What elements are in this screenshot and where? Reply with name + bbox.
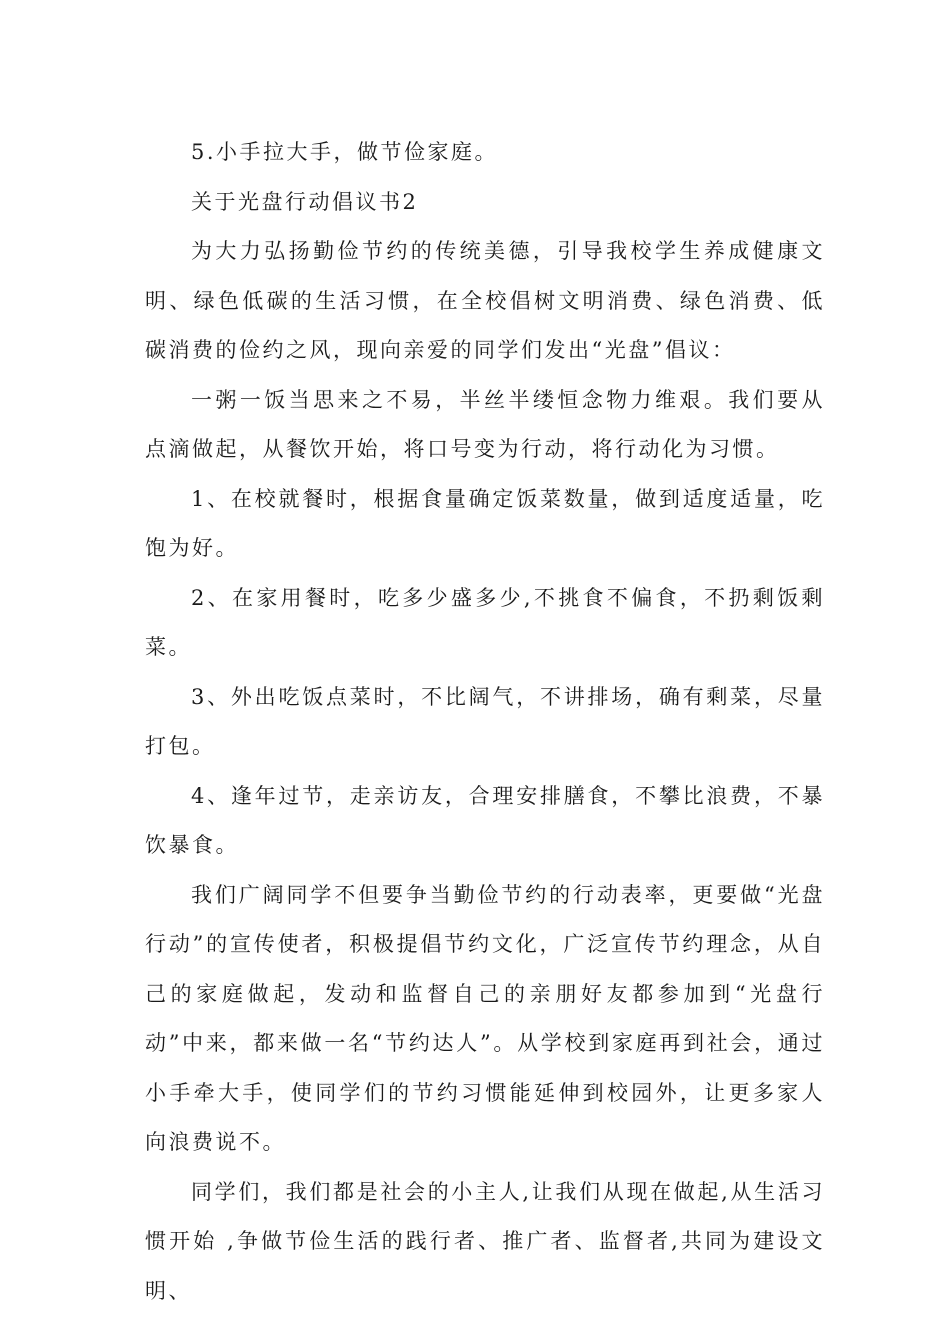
- paragraph-intro: 为大力弘扬勤俭节约的传统美德，引导我校学生养成健康文明、绿色低碳的生活习惯，在全校倡树文明消费、绿色消费、低碳消费的俭约之风，现向亲爱的同学们发出“光盘”倡议：: [145, 239, 825, 362]
- paragraph-list-item-5: 5.小手拉大手，做节俭家庭。: [191, 140, 499, 164]
- paragraph-saying: 一粥一饭当思来之不易，半丝半缕恒念物力维艰。我们要从点滴做起，从餐饮开始，将口号变为行动，将行动化为习惯。: [145, 387, 825, 461]
- paragraph-item-2: 2、在家用餐时，吃多少盛多少,不挑食不偏食，不扔剩饭剩菜。: [145, 585, 825, 659]
- paragraph-item-3: 3、外出吃饭点菜时，不比阔气，不讲排场，确有剩菜，尽量打包。: [145, 684, 825, 758]
- paragraph-closing: 同学们，我们都是社会的小主人,让我们从现在做起,从生活习惯开始 ,争做节俭生活的践行者、推广者、监督者,共同为建设文明、: [145, 1179, 825, 1303]
- paragraph-advocacy: 我们广阔同学不但要争当勤俭节约的行动表率，更要做“光盘行动”的宣传使者，积极提倡节约文化，广泛宣传节约理念，从自己的家庭做起，发动和监督自己的亲朋好友都参加到“光盘行动”中来，都来做一名“节约达人”。从学校到家庭再到社会，通过小手牵大手，使同学们的节约习惯能延伸到校园外，让更多家人向浪费说不。: [145, 882, 825, 1154]
- section-heading: 关于光盘行动倡议书2: [191, 189, 419, 214]
- paragraph-item-1: 1、在校就餐时，根据食量确定饭菜数量，做到适度适量，吃饱为好。: [145, 486, 825, 560]
- paragraph-item-4: 4、逢年过节，走亲访友，合理安排膳食，不攀比浪费，不暴饮暴食。: [145, 783, 825, 857]
- document-body: [145, 128, 825, 1316]
